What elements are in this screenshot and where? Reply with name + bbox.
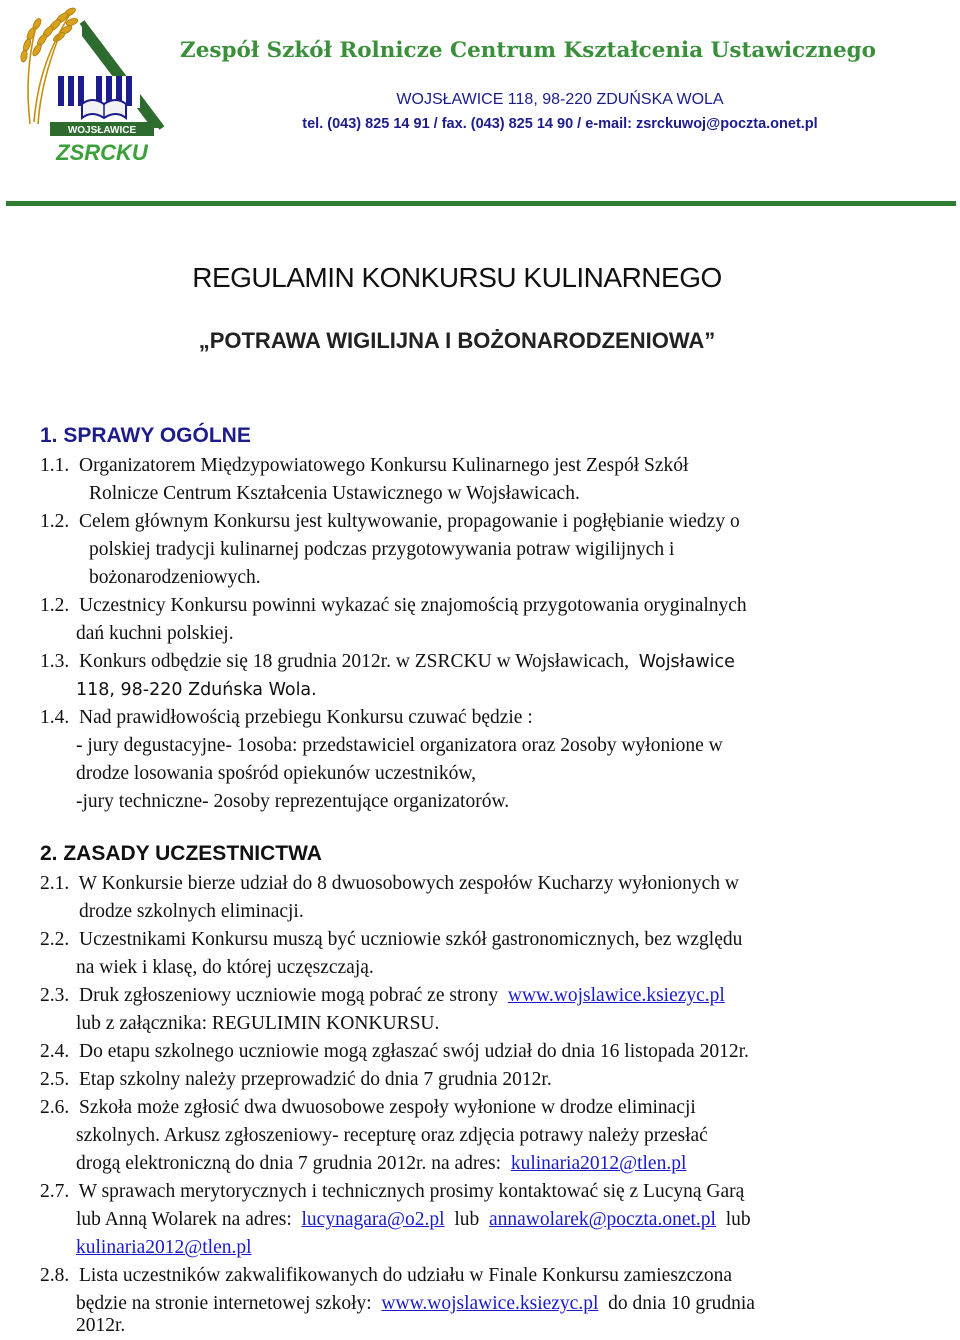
item-text: Do etapu szkolnego uczniowie mogą zgłaszać swój udział do dnia 16 listopada 2012r. xyxy=(79,1041,749,1062)
item-text: polskiej tradycji kulinarnej podczas przygotowywania potraw wigilijnych i xyxy=(89,539,675,560)
logo-bottom-text: ZSRCKU xyxy=(56,140,148,164)
website-link[interactable]: www.wojslawice.ksiezyc.pl xyxy=(507,985,725,1006)
email-link-annawolarek[interactable]: annawolarek@poczta.onet.pl xyxy=(488,1209,716,1230)
paragraph-1-3 xyxy=(40,648,735,676)
paragraph-1-2 xyxy=(40,508,740,536)
item-number: 1.1. xyxy=(40,455,70,476)
item-text: 2012r. xyxy=(76,1315,126,1336)
header-divider xyxy=(6,201,956,206)
item-text: Nad prawidłowością przebiegu Konkursu czuwać będzie : xyxy=(79,707,533,728)
item-text: Druk zgłoszeniowy uczniowie mogą pobrać ze strony xyxy=(79,985,499,1006)
item-number: 2.6. xyxy=(40,1097,70,1118)
item-text: bożonarodzeniowych. xyxy=(89,567,261,588)
item-text: Organizatorem Międzypowiatowego Konkursu Kulinarnego jest Zespół Szkół xyxy=(79,455,689,476)
item-number: 2.1. xyxy=(40,873,70,894)
item-text: Etap szkolny należy przeprowadzić do dnia 7 grudnia 2012r. xyxy=(79,1069,552,1090)
item-text: drodze szkolnych eliminacji. xyxy=(79,901,304,922)
paragraph-2-3 xyxy=(40,982,725,1010)
paragraph-1-1 xyxy=(40,452,688,480)
item-line xyxy=(76,1290,755,1318)
item-text: lub Anną Wolarek na adres: xyxy=(76,1209,292,1230)
item-text: Wojsławice xyxy=(638,652,735,672)
item-text: W sprawach merytorycznych i technicznych prosimy kontaktować się z Lucyną Garą xyxy=(78,1181,745,1202)
item-text: Uczestnikami Konkursu muszą być uczniowie szkół gastronomicznych, bez względu xyxy=(79,929,743,950)
item-number: 2.8. xyxy=(40,1265,70,1286)
item-number: 2.4. xyxy=(40,1041,70,1062)
website-link-2[interactable]: www.wojslawice.ksiezyc.pl xyxy=(381,1293,599,1314)
contact-line: tel. (043) 825 14 91 / fax. (043) 825 14 90 / e-mail: zsrckuwoj@poczta.onet.pl xyxy=(302,116,818,132)
item-text: - jury degustacyjne- 1osoba: przedstawiciel organizatora oraz 2osoby wyłonione w xyxy=(76,735,723,756)
school-logo xyxy=(12,4,170,164)
item-line xyxy=(76,1206,751,1234)
school-name: Zespół Szkół Rolnicze Centrum Kształcenia Ustawicznego xyxy=(180,38,877,63)
item-text: Lista uczestników zakwalifikowanych do udziału w Finale Konkursu zamieszczona xyxy=(79,1265,733,1286)
item-number: 2.5. xyxy=(40,1069,70,1090)
paragraph-2-2 xyxy=(40,926,742,954)
item-text: lub xyxy=(725,1209,751,1230)
item-text: na wiek i klasę, do której uczęszczają. xyxy=(76,957,374,978)
item-text: dań kuchni polskiej. xyxy=(76,623,234,644)
paragraph-2-8 xyxy=(40,1262,732,1290)
paragraph-1-4 xyxy=(40,704,533,732)
item-text: do dnia 10 grudnia xyxy=(608,1293,755,1314)
item-number: 1.4. xyxy=(40,707,70,728)
paragraph-2-1 xyxy=(40,870,739,898)
item-text: lub z załącznika: REGULIMIN KONKURSU. xyxy=(76,1013,440,1034)
item-text: drogą elektroniczną do dnia 7 grudnia 2012r. na adres: xyxy=(76,1153,502,1174)
item-line xyxy=(76,1234,252,1262)
item-text: -jury techniczne- 2osoby reprezentujące organizatorów. xyxy=(76,791,510,812)
address-line: WOJSŁAWICE 118, 98-220 ZDUŃSKA WOLA xyxy=(396,91,724,108)
item-number: 1.3. xyxy=(40,651,70,672)
item-text: szkolnych. Arkusz zgłoszeniowy- recepturę oraz zdjęcia potrawy należy przesłać xyxy=(76,1125,708,1146)
item-number: 2.2. xyxy=(40,929,70,950)
document-title: REGULAMIN KONKURSU KULINARNEGO xyxy=(192,262,722,293)
email-link-kulinaria[interactable]: kulinaria2012@tlen.pl xyxy=(510,1153,687,1174)
section-2-heading: 2. ZASADY UCZESTNICTWA xyxy=(40,842,322,865)
item-number: 2.7. xyxy=(40,1181,70,1202)
item-text: Celem głównym Konkursu jest kultywowanie, propagowanie i pogłębianie wiedzy o xyxy=(79,511,740,532)
item-text: drodze losowania spośród opiekunów uczestników, xyxy=(76,763,477,784)
email-link-kulinaria-2[interactable]: kulinaria2012@tlen.pl xyxy=(76,1237,252,1258)
section-1-heading: 1. SPRAWY OGÓLNE xyxy=(40,424,251,447)
item-number: 1.2. xyxy=(40,511,70,532)
item-text: Rolnicze Centrum Kształcenia Ustawicznego w Wojsławicach. xyxy=(89,483,580,504)
item-text: lub xyxy=(454,1209,480,1230)
item-number: 1.2. xyxy=(40,595,70,616)
item-text: W Konkursie bierze udział do 8 dwuosobowych zespołów Kucharzy wyłonionych w xyxy=(78,873,739,894)
document-subtitle: „POTRAWA WIGILIJNA I BOŻONARODZENIOWA” xyxy=(198,328,716,353)
paragraph-2-5 xyxy=(40,1066,552,1094)
item-text: Uczestnicy Konkursu powinni wykazać się znajomością przygotowania oryginalnych xyxy=(79,595,747,616)
paragraph-2-6 xyxy=(40,1094,696,1122)
logo-top-text: WOJSŁAWICE xyxy=(67,125,137,136)
item-text: Szkoła może zgłosić dwa dwuosobowe zespoły wyłonione w drodze eliminacji xyxy=(79,1097,696,1118)
paragraph-2-7 xyxy=(40,1178,744,1206)
item-text: będzie na stronie internetowej szkoły: xyxy=(76,1293,372,1314)
item-text: 118, 98-220 Zduńska Wola. xyxy=(76,680,317,700)
item-text: Konkurs odbędzie się 18 grudnia 2012r. w ZSRCKU w Wojsławicach, xyxy=(79,651,629,672)
item-number: 2.3. xyxy=(40,985,70,1006)
item-line xyxy=(76,1150,686,1178)
paragraph-1-2b xyxy=(40,592,747,620)
email-link-lucynagara[interactable]: lucynagara@o2.pl xyxy=(301,1209,445,1230)
paragraph-2-4 xyxy=(40,1038,749,1066)
